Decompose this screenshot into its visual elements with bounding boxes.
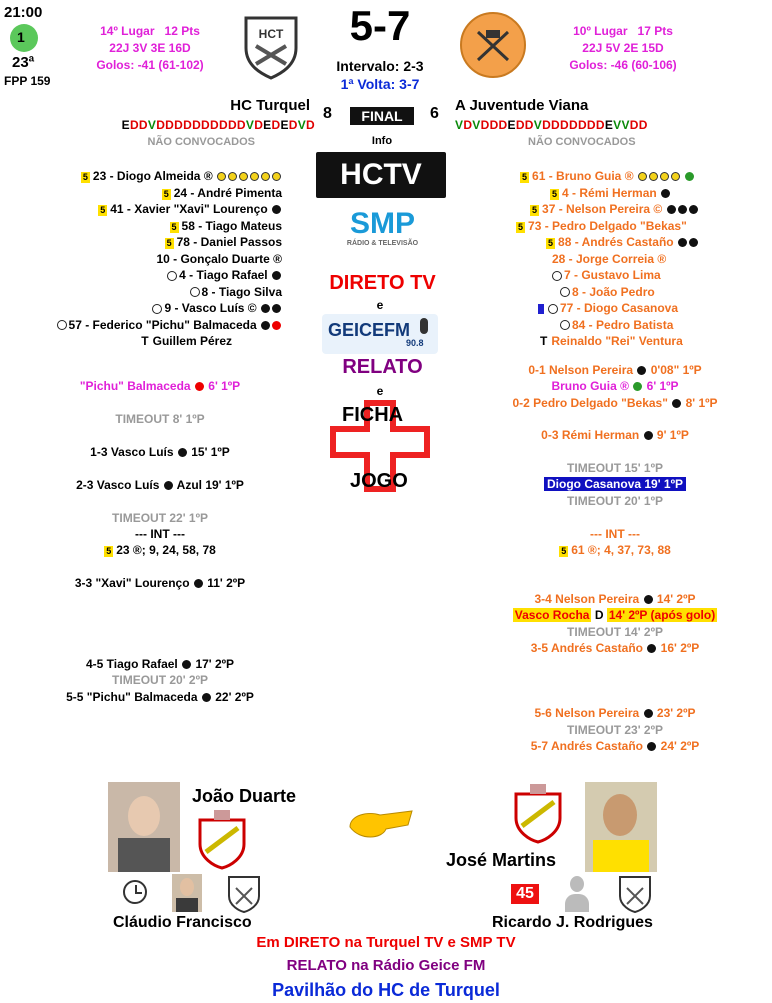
footer-venue: Pavilhão do HC de Turquel <box>272 980 500 1000</box>
form-result: D <box>174 118 184 132</box>
away-player-84: 84 - Pedro Batista <box>490 317 730 334</box>
form-result: D <box>586 118 596 132</box>
kickoff-time: 21:00 <box>4 4 43 21</box>
form-result: D <box>236 118 246 132</box>
and-label-1: e <box>376 298 384 312</box>
form-result: D <box>551 118 560 132</box>
away-goal-5-7: 5-7 Andrés Castaño 24' 2ºP <box>530 739 700 753</box>
footer-broadcast: Em DIRETO na Turquel TV e SMP TV <box>256 934 516 951</box>
form-result: D <box>542 118 552 132</box>
away-player-37: 5 37 - Nelson Pereira © <box>490 201 730 218</box>
referee-1-photo <box>108 782 180 872</box>
geice-fm-logo <box>322 314 438 354</box>
form-result: D <box>577 118 587 132</box>
timekeeper-crest-icon <box>226 874 262 914</box>
home-timeout-2: TIMEOUT 22' 1ºP <box>112 511 208 525</box>
away-player-8: 8 - João Pedro <box>490 284 730 301</box>
form-result: V <box>147 118 157 132</box>
ficha-jogo-logo <box>330 400 430 492</box>
home-goal-3-3: 3-3 "Xavi" Lourenço 11' 2ºP <box>74 576 246 590</box>
and-label-2: e <box>376 384 384 398</box>
away-player-88: 5 88 - Andrés Castaño <box>490 234 730 251</box>
form-result: D <box>463 118 473 132</box>
away-penalty-event: Vasco Rocha D 14' 2ºP (após golo) <box>514 608 716 622</box>
home-not-called: NÃO CONVOCADOS <box>147 136 255 148</box>
away-goal-0-3: 0-3 Rémi Herman 9' 1ºP <box>541 428 689 442</box>
form-result: D <box>192 118 202 132</box>
away-timeout-3: TIMEOUT 14' 2ºP <box>567 625 663 639</box>
form-result: D <box>165 118 175 132</box>
form-result: E <box>280 118 289 132</box>
smp-logo <box>335 208 430 256</box>
home-player-4: 4 - Tiago Rafael <box>20 267 282 284</box>
form-result: V <box>621 118 630 132</box>
away-player-4: 5 4 - Rémi Herman <box>490 185 730 202</box>
home-goal-5-5: 5-5 "Pichu" Balmaceda 22' 2ºP <box>66 690 254 704</box>
form-result: D <box>156 118 166 132</box>
away-stats <box>548 24 698 72</box>
home-player-78: 5 78 - Daniel Passos <box>166 235 282 249</box>
home-goals-scored: 8 <box>323 105 332 122</box>
away-blue-card: Diogo Casanova 19' 1ºP <box>490 477 740 491</box>
form-result: E <box>263 118 272 132</box>
relato-label: RELATO <box>342 356 423 378</box>
round-number: 1 <box>17 29 25 45</box>
away-interval: --- INT --- <box>590 527 640 541</box>
home-player-list <box>20 168 282 350</box>
home-player-58: 5 58 - Tiago Mateus <box>171 218 282 233</box>
scorer-name: Ricardo J. Rodrigues <box>492 914 653 931</box>
away-player-73: 5 73 - Pedro Delgado "Bekas" <box>518 218 687 233</box>
info-label: Info <box>371 135 393 147</box>
away-player-list <box>490 168 730 350</box>
timekeeper-photo <box>172 874 202 912</box>
away-points: 17 Pts <box>637 24 673 38</box>
form-result: D <box>254 118 264 132</box>
form-result: V <box>455 118 464 132</box>
away-coach: T Reinaldo "Rei" Ventura <box>540 334 683 348</box>
away-green-card: Bruno Guia ® 6' 1ºP <box>551 379 679 393</box>
smp-text: SMP <box>349 207 415 240</box>
fpp-label: FPP 159 <box>4 74 51 88</box>
form-result: D <box>638 118 648 132</box>
form-result: V <box>472 118 481 132</box>
home-player-24: 5 24 - André Pimenta <box>163 185 282 200</box>
form-result: D <box>480 118 490 132</box>
home-coach: T Guillem Pérez <box>141 334 232 348</box>
form-result: D <box>568 118 578 132</box>
form-result: V <box>613 118 622 132</box>
form-result: E <box>604 118 614 132</box>
form-result: D <box>218 118 228 132</box>
scorer-badge <box>511 884 539 904</box>
smp-subtitle: RÁDIO & TELEVISÃO <box>346 240 419 247</box>
home-position: 14º Lugar <box>100 24 155 38</box>
home-goal-4-5: 4-5 Tiago Rafael 17' 2ºP <box>85 657 235 671</box>
form-result: D <box>595 118 605 132</box>
form-result: D <box>271 118 281 132</box>
form-result: V <box>533 118 543 132</box>
away-goal-0-2: 0-2 Pedro Delgado "Bekas" 8' 1ºP <box>512 396 718 410</box>
home-timeout-3: TIMEOUT 20' 2ºP <box>112 673 208 687</box>
form-result: E <box>121 118 130 132</box>
jogo-text: JOGO <box>350 470 408 492</box>
form-result: D <box>138 118 148 132</box>
away-goals: Golos: -46 (60-106) <box>569 58 677 72</box>
form-result: D <box>489 118 499 132</box>
halftime-score: Intervalo: 2-3 <box>336 58 424 74</box>
referee-2-crest-icon <box>512 782 564 844</box>
away-timeout-4: TIMEOUT 23' 2ºP <box>567 723 663 737</box>
away-interval-lineup: 5 61 ®; 4, 37, 73, 88 <box>561 543 671 557</box>
away-player-61: 5 61 - Bruno Guia ® <box>490 168 730 185</box>
form-result: D <box>306 118 315 132</box>
microphone-icon <box>420 318 428 334</box>
away-position: 10º Lugar <box>573 24 628 38</box>
home-player-9: 9 - Vasco Luís © <box>20 300 282 317</box>
home-player-57: 57 - Federico "Pichu" Balmaceda <box>20 317 282 334</box>
form-result: D <box>210 118 219 132</box>
home-player-8: 8 - Tiago Silva <box>20 284 282 301</box>
home-blue-card: 2-3 Vasco Luís Azul 19' 1ºP <box>76 478 244 492</box>
referee-2-name: José Martins <box>446 850 557 870</box>
away-timeout-2: TIMEOUT 20' 1ºP <box>567 494 663 508</box>
away-goals-scored: 6 <box>430 105 439 122</box>
home-record: 22J 3V 3E 16D <box>109 41 191 55</box>
final-badge <box>350 107 414 125</box>
footer-radio: RELATO na Rádio Geice FM <box>286 957 486 974</box>
home-timeout-1: TIMEOUT 8' 1ºP <box>115 412 205 426</box>
geice-frequency: 90.8 <box>406 338 424 348</box>
round-label: 23ª <box>12 54 35 71</box>
ficha-text: FICHA <box>342 404 404 426</box>
form-result: D <box>629 118 639 132</box>
scorer-badge-number: 45 <box>516 885 534 902</box>
form-result: D <box>498 118 508 132</box>
home-player-41: 5 41 - Xavier "Xavi" Lourenço <box>20 201 282 218</box>
away-goal-3-4: 3-4 Nelson Pereira 14' 2ºP <box>534 592 696 606</box>
timekeeper-name: Cláudio Francisco <box>113 914 252 931</box>
home-goal-1-3: 1-3 Vasco Luís 15' 1ºP <box>90 445 230 459</box>
away-goal-0-1: 0-1 Nelson Pereira 0'08" 1ºP <box>528 363 702 377</box>
away-team-name: A Juventude Viana <box>455 97 589 114</box>
hctv-logo <box>316 152 446 198</box>
home-team-name: HC Turquel <box>230 97 310 114</box>
form-result: D <box>288 118 298 132</box>
direto-tv-label: DIRETO TV <box>329 272 436 294</box>
home-interval: --- INT --- <box>135 527 185 541</box>
away-player-28: 28 - Jorge Correia ® <box>552 251 667 266</box>
home-goals: Golos: -41 (61-102) <box>96 58 204 72</box>
referee-1-name: João Duarte <box>192 786 297 806</box>
home-form <box>60 118 315 132</box>
form-result: V <box>245 118 255 132</box>
form-result: V <box>297 118 307 132</box>
referee-2-photo <box>585 782 657 872</box>
whistle-icon <box>346 805 416 845</box>
away-record: 22J 5V 2E 15D <box>582 41 664 55</box>
form-result: D <box>129 118 139 132</box>
home-player-23: 5 23 - Diogo Almeida ® <box>20 168 282 185</box>
away-timeout-1: TIMEOUT 15' 1ºP <box>567 461 663 475</box>
svg-text:HCT: HCT <box>258 27 284 41</box>
home-stats <box>80 24 220 72</box>
form-result: D <box>524 118 534 132</box>
clock-icon <box>123 880 147 904</box>
hctv-text: HCTV <box>340 158 422 191</box>
form-result: D <box>201 118 210 132</box>
first-leg-score: 1ª Volta: 3-7 <box>340 76 420 92</box>
home-event-card-pichu: "Pichu" Balmaceda 6' 1ºP <box>79 379 241 393</box>
user-placeholder-icon <box>562 874 592 912</box>
away-player-77: 77 - Diogo Casanova <box>490 300 730 317</box>
away-team-logo <box>460 12 526 78</box>
referee-1-crest-icon <box>196 808 248 870</box>
away-player-7: 7 - Gustavo Lima <box>490 267 730 284</box>
form-result: D <box>560 118 569 132</box>
away-form <box>455 118 695 132</box>
home-points: 12 Pts <box>164 24 200 38</box>
form-result: D <box>227 118 237 132</box>
final-score: 5-7 <box>349 2 411 49</box>
home-team-logo <box>240 14 302 80</box>
geice-text: GEICEFM <box>328 320 411 340</box>
away-goal-5-6: 5-6 Nelson Pereira 23' 2ºP <box>534 706 696 720</box>
home-player-10: 10 - Gonçalo Duarte ® <box>156 251 282 266</box>
away-not-called: NÃO CONVOCADOS <box>528 136 636 148</box>
scorer-crest-icon <box>617 874 653 914</box>
final-status: FINAL <box>361 108 403 124</box>
form-result: D <box>515 118 525 132</box>
home-interval-lineup: 5 23 ®; 9, 24, 58, 78 <box>106 543 216 557</box>
form-result: D <box>183 118 193 132</box>
away-goal-3-5: 3-5 Andrés Castaño 16' 2ºP <box>530 641 700 655</box>
form-result: E <box>507 118 516 132</box>
